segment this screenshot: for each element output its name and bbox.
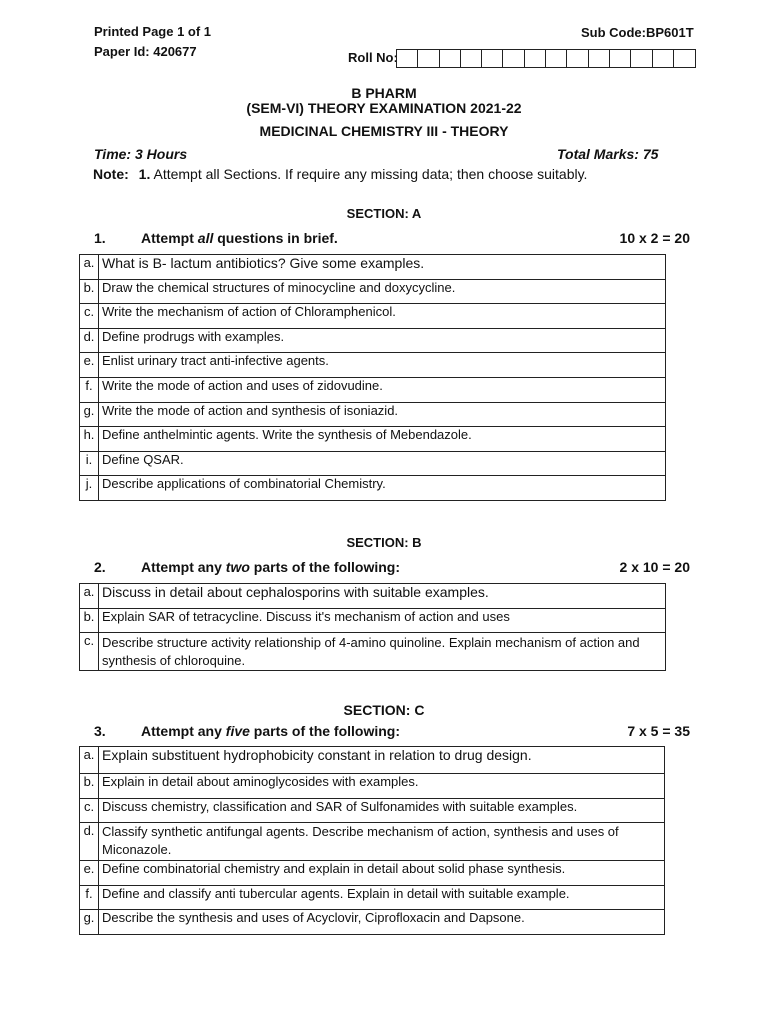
question-text: Enlist urinary tract anti-infective agents. xyxy=(99,353,666,378)
question-row xyxy=(80,608,666,633)
question-label: b. xyxy=(80,774,99,799)
exam-title: (SEM-VI) THEORY EXAMINATION 2021-22 xyxy=(246,100,522,116)
question-text: Discuss in detail about cephalosporins with suitable examples. xyxy=(99,584,666,609)
note-label: Note: xyxy=(93,166,129,182)
section-a-title: SECTION: A xyxy=(346,206,422,221)
question-text: Describe applications of combinatorial Chemistry. xyxy=(99,476,666,501)
instruction-emphasis: all xyxy=(197,230,214,246)
question-label: b. xyxy=(80,608,99,633)
question-label: c. xyxy=(80,633,99,671)
question-label: f. xyxy=(80,885,99,910)
question-text: Describe the synthesis and uses of Acyclovir, Ciprofloxacin and Dapsone. xyxy=(99,910,665,935)
question-label: d. xyxy=(80,823,99,861)
question-text: Write the mode of action and uses of zidovudine. xyxy=(99,377,666,402)
roll-no-label: Roll No: xyxy=(348,50,398,65)
question-text: Define and classify anti tubercular agents. Explain in detail with suitable example. xyxy=(99,885,665,910)
question-row xyxy=(80,328,666,353)
instruction-emphasis: two xyxy=(225,559,250,575)
question-text: What is B- lactum antibiotics? Give some examples. xyxy=(99,255,666,280)
question-label: g. xyxy=(80,910,99,935)
question-label: d. xyxy=(80,328,99,353)
question-label: e. xyxy=(80,861,99,886)
question-row xyxy=(80,451,666,476)
question-row xyxy=(80,584,666,609)
total-marks: Total Marks: 75 xyxy=(557,146,659,162)
instruction-emphasis: five xyxy=(225,723,250,739)
section-c-number: 3. xyxy=(94,723,106,739)
question-label: a. xyxy=(80,255,99,280)
question-text: Describe structure activity relationship of 4-amino quinoline. Explain mechanism of action and synthesis of chloroquine. xyxy=(99,633,666,671)
question-label: c. xyxy=(80,798,99,823)
question-label: e. xyxy=(80,353,99,378)
question-text: Explain substituent hydrophobicity constant in relation to drug design. xyxy=(99,747,665,774)
section-b-marks: 2 x 10 = 20 xyxy=(619,559,690,575)
question-text: Write the mode of action and synthesis of isoniazid. xyxy=(99,402,666,427)
question-label: b. xyxy=(80,279,99,304)
section-c-instruction xyxy=(141,723,400,739)
instruction-post: parts of the following: xyxy=(249,723,401,739)
exam-time: Time: 3 Hours xyxy=(94,146,188,162)
instruction-pre: Attempt any xyxy=(141,559,226,575)
note-number: 1. xyxy=(138,166,151,182)
question-row xyxy=(80,861,665,886)
question-text: Define QSAR. xyxy=(99,451,666,476)
paper-id: Paper Id: 420677 xyxy=(94,44,197,59)
question-row xyxy=(80,476,666,501)
question-text: Classify synthetic antifungal agents. Describe mechanism of action, synthesis and uses of Miconazole. xyxy=(99,823,665,861)
question-text: Define combinatorial chemistry and explain in detail about solid phase synthesis. xyxy=(99,861,665,886)
question-row xyxy=(80,774,665,799)
instruction-pre: Attempt any xyxy=(141,723,226,739)
section-b-number: 2. xyxy=(94,559,106,575)
question-text: Discuss chemistry, classification and SAR of Sulfonamides with suitable examples. xyxy=(99,798,665,823)
section-a-marks: 10 x 2 = 20 xyxy=(619,230,690,246)
roll-no-boxes[interactable] xyxy=(396,49,696,68)
section-a-questions xyxy=(79,254,666,501)
question-row xyxy=(80,279,666,304)
question-label: f. xyxy=(80,377,99,402)
question-row xyxy=(80,747,665,774)
question-row xyxy=(80,823,665,861)
question-label: c. xyxy=(80,304,99,329)
question-text: Define prodrugs with examples. xyxy=(99,328,666,353)
instruction-pre: Attempt xyxy=(141,230,198,246)
question-label: h. xyxy=(80,427,99,452)
question-text: Explain SAR of tetracycline. Discuss it's mechanism of action and uses xyxy=(99,608,666,633)
section-a-number: 1. xyxy=(94,230,106,246)
section-b-questions xyxy=(79,583,666,671)
question-row xyxy=(80,910,665,935)
question-text: Explain in detail about aminoglycosides with examples. xyxy=(99,774,665,799)
question-row xyxy=(80,633,666,671)
question-label: i. xyxy=(80,451,99,476)
question-text: Draw the chemical structures of minocycline and doxycycline. xyxy=(99,279,666,304)
instruction-post: parts of the following: xyxy=(249,559,401,575)
section-c-marks: 7 x 5 = 35 xyxy=(627,723,690,739)
section-c-questions xyxy=(79,746,665,935)
question-label: j. xyxy=(80,476,99,501)
subject-title: MEDICINAL CHEMISTRY III - THEORY xyxy=(259,123,509,139)
program-title: B PHARM xyxy=(351,85,417,101)
question-row xyxy=(80,798,665,823)
question-row xyxy=(80,255,666,280)
question-text: Define anthelmintic agents. Write the synthesis of Mebendazole. xyxy=(99,427,666,452)
question-row xyxy=(80,427,666,452)
question-row xyxy=(80,402,666,427)
question-label: g. xyxy=(80,402,99,427)
question-text: Write the mechanism of action of Chloramphenicol. xyxy=(99,304,666,329)
section-a-instruction xyxy=(141,230,338,246)
question-row xyxy=(80,377,666,402)
sub-code: Sub Code:BP601T xyxy=(581,25,694,40)
question-row xyxy=(80,353,666,378)
section-b-instruction xyxy=(141,559,400,575)
section-c-title: SECTION: C xyxy=(343,702,425,718)
question-label: a. xyxy=(80,584,99,609)
question-row xyxy=(80,885,665,910)
printed-page: Printed Page 1 of 1 xyxy=(94,24,212,39)
section-b-title: SECTION: B xyxy=(346,535,422,550)
note-text: Attempt all Sections. If require any missing data; then choose suitably. xyxy=(153,166,588,182)
note-line xyxy=(93,166,587,182)
question-row xyxy=(80,304,666,329)
question-label: a. xyxy=(80,747,99,774)
instruction-post: questions in brief. xyxy=(213,230,338,246)
